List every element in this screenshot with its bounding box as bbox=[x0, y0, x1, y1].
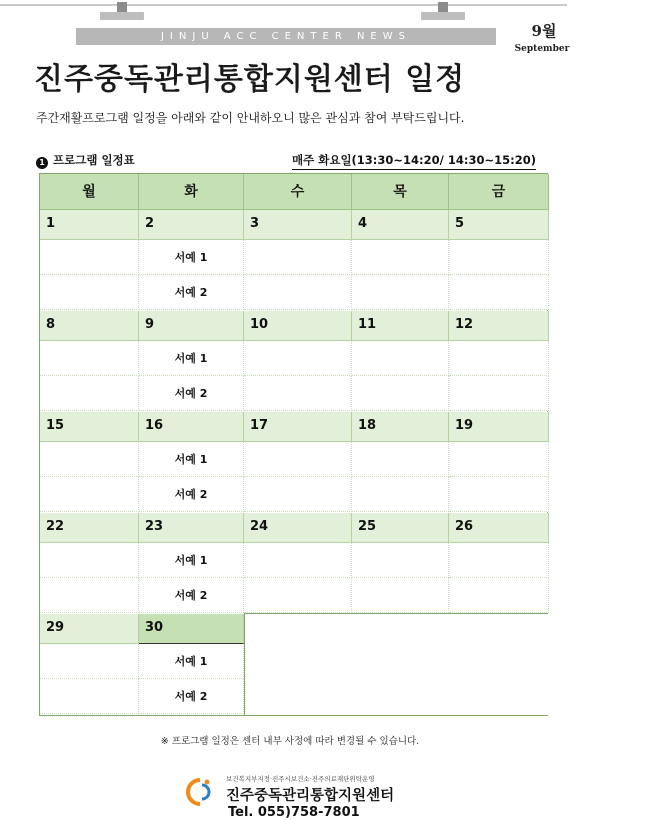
month-english: September bbox=[514, 44, 570, 54]
schedule-time: 매주 화요일(13:30~14:20/ 14:30~15:20) bbox=[292, 152, 536, 170]
footnote: ※ 프로그램 일정은 센터 내부 사정에 따라 변경될 수 있습니다. bbox=[160, 736, 420, 747]
session-slot bbox=[352, 341, 449, 376]
session-slot bbox=[40, 275, 139, 310]
day-number: 23 bbox=[139, 513, 244, 543]
day-number: 4 bbox=[352, 210, 449, 240]
day-number: 15 bbox=[40, 412, 139, 442]
weekday-header: 금 bbox=[449, 174, 549, 210]
day-number: 2 bbox=[139, 210, 244, 240]
session-slot bbox=[244, 477, 352, 512]
center-logo-icon bbox=[184, 776, 216, 808]
session-slot bbox=[352, 578, 449, 613]
day-number: 12 bbox=[449, 311, 549, 341]
session-slot bbox=[449, 442, 549, 477]
session-slot bbox=[352, 477, 449, 512]
session-slot bbox=[449, 578, 549, 613]
day-number: 8 bbox=[40, 311, 139, 341]
session-slot bbox=[449, 376, 549, 411]
session-slot bbox=[352, 543, 449, 578]
day-number: 9 bbox=[139, 311, 244, 341]
weekday-header: 월 bbox=[40, 174, 139, 210]
session-slot bbox=[352, 442, 449, 477]
weekday-header: 수 bbox=[244, 174, 352, 210]
day-number: 24 bbox=[244, 513, 352, 543]
session-slot bbox=[40, 543, 139, 578]
day-number: 29 bbox=[40, 614, 139, 644]
calendar-table bbox=[39, 173, 548, 716]
session-slot bbox=[40, 442, 139, 477]
session-slot bbox=[40, 578, 139, 613]
day-number: 3 bbox=[244, 210, 352, 240]
section-label-text: 프로그램 일정표 bbox=[53, 153, 135, 167]
session-slot bbox=[40, 644, 139, 679]
session-slot bbox=[40, 376, 139, 411]
session-slot bbox=[449, 477, 549, 512]
day-number: 5 bbox=[449, 210, 549, 240]
session-slot bbox=[449, 240, 549, 275]
news-band: JINJU ACC CENTER NEWS bbox=[76, 28, 496, 45]
session-slot bbox=[352, 275, 449, 310]
session-slot bbox=[40, 341, 139, 376]
empty-calendar-area bbox=[244, 613, 548, 715]
session-slot bbox=[244, 275, 352, 310]
day-number: 19 bbox=[449, 412, 549, 442]
day-number: 25 bbox=[352, 513, 449, 543]
day-number: 17 bbox=[244, 412, 352, 442]
bullet-number-icon: 1 bbox=[36, 157, 48, 169]
footer-logo bbox=[184, 774, 404, 820]
session-slot bbox=[244, 543, 352, 578]
session-slot: 서예 1 bbox=[139, 240, 244, 275]
binder-clip-icon bbox=[100, 2, 144, 22]
footer-tel: Tel. 055)758-7801 bbox=[228, 805, 360, 820]
session-slot bbox=[40, 679, 139, 714]
session-slot bbox=[40, 240, 139, 275]
section-label bbox=[36, 152, 135, 169]
day-number: 22 bbox=[40, 513, 139, 543]
session-slot bbox=[449, 275, 549, 310]
session-slot bbox=[244, 376, 352, 411]
top-rule bbox=[0, 4, 567, 6]
day-number: 30 bbox=[139, 614, 244, 644]
session-slot: 서예 2 bbox=[139, 578, 244, 613]
day-number: 26 bbox=[449, 513, 549, 543]
session-slot: 서예 2 bbox=[139, 477, 244, 512]
session-slot: 서예 1 bbox=[139, 341, 244, 376]
footer-subtitle: 보건복지부지정·진주시보건소·진주의료재단위탁운영 bbox=[226, 775, 375, 783]
day-number: 11 bbox=[352, 311, 449, 341]
intro-text: 주간재활프로그램 일정을 아래와 같이 안내하오니 많은 관심과 참여 부탁드립니다. bbox=[36, 111, 465, 125]
session-slot bbox=[352, 376, 449, 411]
binder-clip-icon bbox=[421, 2, 465, 22]
session-slot bbox=[449, 341, 549, 376]
session-slot: 서예 1 bbox=[139, 543, 244, 578]
session-slot: 서예 1 bbox=[139, 442, 244, 477]
session-slot bbox=[244, 240, 352, 275]
session-slot: 서예 2 bbox=[139, 679, 244, 714]
day-number: 10 bbox=[244, 311, 352, 341]
month-label: 9월 bbox=[531, 22, 557, 40]
session-slot: 서예 1 bbox=[139, 644, 244, 679]
session-slot bbox=[352, 240, 449, 275]
session-slot: 서예 2 bbox=[139, 275, 244, 310]
weekday-header: 화 bbox=[139, 174, 244, 210]
day-number: 16 bbox=[139, 412, 244, 442]
page-title: 진주중독관리통합지원센터 일정 bbox=[34, 62, 466, 97]
session-slot bbox=[244, 442, 352, 477]
day-number: 18 bbox=[352, 412, 449, 442]
session-slot bbox=[244, 341, 352, 376]
session-slot: 서예 2 bbox=[139, 376, 244, 411]
session-slot bbox=[449, 543, 549, 578]
session-slot bbox=[40, 477, 139, 512]
weekday-header: 목 bbox=[352, 174, 449, 210]
footer-org-name: 진주중독관리통합지원센터 bbox=[226, 788, 395, 804]
session-slot bbox=[244, 578, 352, 613]
day-number: 1 bbox=[40, 210, 139, 240]
